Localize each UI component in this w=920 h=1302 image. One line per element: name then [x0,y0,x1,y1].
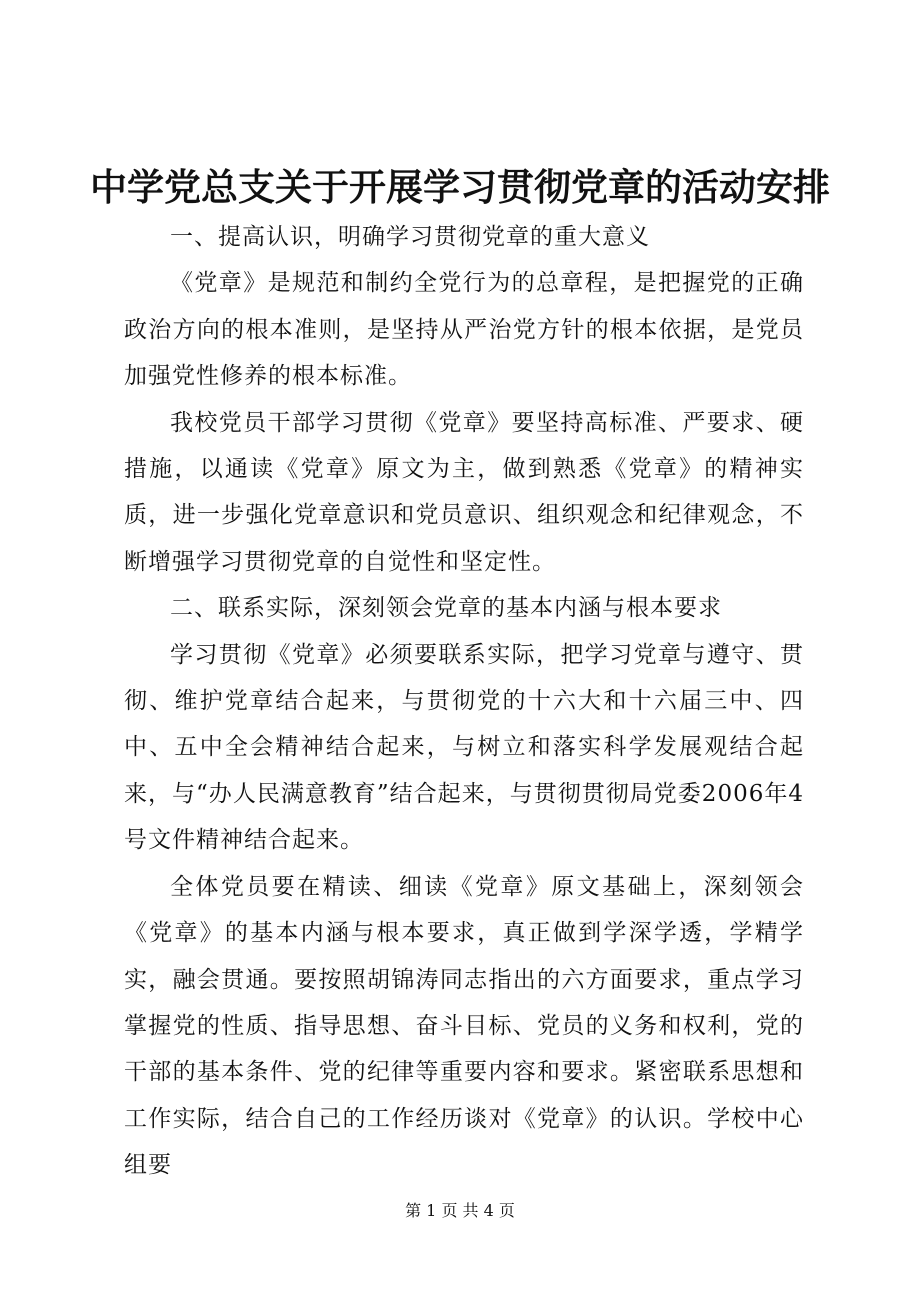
document-body [124,214,804,1189]
paragraph: 学习贯彻《党章》必须要联系实际，把学习党章与遵守、贯彻、维护党章结合起来，与贯彻党的十六大和十六届三中、四中、五中全会精神结合起来，与树立和落实科学发展观结合起来，与“办人民满意教育”结合起来，与贯彻贯彻局党委2006年4号文件精神结合起来。 [124,641,804,854]
paragraph: 我校党员干部学习贯彻《党章》要坚持高标准、严要求、硬措施，以通读《党章》原文为主，做到熟悉《党章》的精神实质，进一步强化党章意识和党员意识、组织观念和纪律观念，不断增强学习贯彻党章的自觉性和坚定性。 [124,409,804,575]
paragraph: 《党章》是规范和制约全党行为的总章程，是把握党的正确政治方向的根本准则，是坚持从严治党方针的根本依据，是党员加强党性修养的根本标准。 [124,270,804,390]
document-title: 中学党总支关于开展学习贯彻党章的活动安排 [90,166,830,209]
section-heading-1: 一、提高认识，明确学习贯彻党章的重大意义 [170,224,650,250]
section-heading-2: 二、联系实际，深刻领会党章的基本内涵与根本要求 [170,595,722,622]
paragraph: 全体党员要在精读、细读《党章》原文基础上，深刻领会《党章》的基本内涵与根本要求，真正做到学深学透，学精学实，融会贯通。要按照胡锦涛同志指出的六方面要求，重点学习掌握党的性质、指导思想、奋斗目标、党员的义务和权利，党的干部的基本条件、党的纪律等重要内容和要求。紧密联系思想和工作实际，结合自己的工作经历谈对《党章》的认识。学校中心组要 [124,873,804,1179]
page-number-footer: 第 1 页 共 4 页 [405,1201,515,1220]
